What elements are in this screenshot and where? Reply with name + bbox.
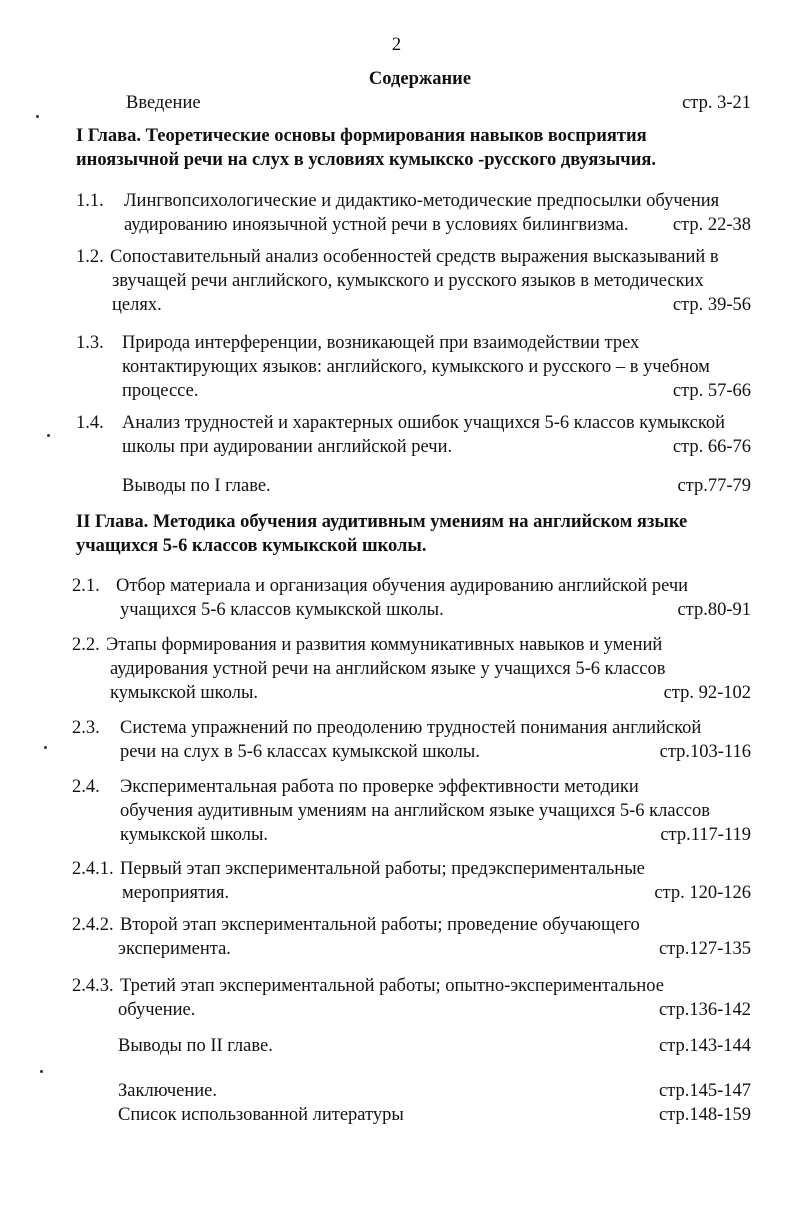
toc-num-1-2: 1.2. (76, 247, 104, 267)
toc-text: аудирования устной речи на английском языке у учащихся 5-6 классов (110, 659, 666, 679)
toc-pages: стр.127-135 (658, 939, 751, 959)
chapter1-conclusions-label: Выводы по I главе. (122, 476, 271, 496)
toc-text: целях. (112, 295, 162, 315)
toc-num-2-4-1: 2.4.1. (72, 859, 114, 879)
toc-text: Третий этап экспериментальной работы; опытно-экспериментальное (120, 976, 664, 996)
toc-text: процессе. (122, 381, 199, 401)
toc-text: мероприятия. (122, 883, 230, 903)
toc-text: учащихся 5-6 классов кумыкской школы. (120, 600, 444, 620)
chapter2-conclusions-label: Выводы по II главе. (118, 1036, 273, 1056)
chapter1-conclusions-pages: стр.77-79 (677, 476, 751, 496)
toc-text: Лингвопсихологические и дидактико-методические предпосылки обучения (124, 191, 720, 211)
scan-speck (36, 115, 39, 118)
toc-pages: стр.136-142 (658, 1000, 751, 1020)
toc-num-2-4: 2.4. (72, 777, 100, 797)
references-pages: стр.148-159 (658, 1105, 751, 1125)
toc-num-1-4: 1.4. (76, 413, 104, 433)
toc-text: обучения аудитивным умениям на английском языке учащихся 5-6 классов (120, 801, 711, 821)
toc-pages: стр. 92-102 (663, 683, 751, 703)
toc-text: обучение. (118, 1000, 196, 1020)
toc-num-1-1: 1.1. (76, 191, 104, 211)
chapter1-heading-line1: I Глава. Теоретические основы формирования навыков восприятия (76, 126, 647, 146)
toc-num-2-1: 2.1. (72, 576, 100, 596)
toc-text: контактирующих языков: английского, кумыкского и русского – в учебном (122, 357, 710, 377)
toc-text: Отбор материала и организация обучения аудированию английской речи (116, 576, 689, 596)
toc-text: речи на слух в 5-6 классах кумыкской школы. (120, 742, 480, 762)
toc-pages: стр.117-119 (660, 825, 751, 845)
toc-text: Этапы формирования и развития коммуникативных навыков и умений (106, 635, 663, 655)
scan-speck (44, 746, 47, 749)
intro-pages: стр. 3-21 (682, 93, 751, 113)
toc-text: школы при аудировании английской речи. (122, 437, 453, 457)
chapter1-heading-line2: иноязычной речи на слух в условиях кумыкско -русского двуязычия. (76, 150, 657, 170)
chapter2-heading-line1: II Глава. Методика обучения аудитивным умениям на английском языке (76, 512, 688, 532)
toc-text: Анализ трудностей и характерных ошибок учащихся 5-6 классов кумыкской (122, 413, 726, 433)
toc-pages: стр. 22-38 (672, 215, 751, 235)
chapter2-heading-line2: учащихся 5-6 классов кумыкской школы. (76, 536, 427, 556)
toc-pages: стр. 120-126 (654, 883, 751, 903)
scan-speck (47, 434, 50, 437)
toc-num-2-2: 2.2. (72, 635, 100, 655)
chapter2-conclusions-pages: стр.143-144 (658, 1036, 751, 1056)
toc-pages: стр. 66-76 (672, 437, 751, 457)
intro-label: Введение (126, 93, 201, 113)
conclusion-pages: стр.145-147 (658, 1081, 751, 1101)
toc-pages: стр. 57-66 (672, 381, 751, 401)
toc-num-2-4-2: 2.4.2. (72, 915, 114, 935)
toc-text: звучащей речи английского, кумыкского и русского языков в методических (112, 271, 704, 291)
toc-text: Сопоставительный анализ особенностей средств выражения высказываний в (110, 247, 719, 267)
toc-text: Система упражнений по преодолению трудностей понимания английской (120, 718, 702, 738)
toc-text: Экспериментальная работа по проверке эффективности методики (120, 777, 639, 797)
page-number: 2 (391, 35, 402, 55)
toc-text: Второй этап экспериментальной работы; проведение обучающего (120, 915, 640, 935)
references-label: Список использованной литературы (118, 1105, 404, 1125)
toc-text: аудированию иноязычной устной речи в условиях билингвизма. (124, 215, 629, 235)
toc-num-2-4-3: 2.4.3. (72, 976, 114, 996)
toc-pages: стр.103-116 (659, 742, 751, 762)
toc-text: эксперимента. (118, 939, 231, 959)
toc-pages: стр.80-91 (677, 600, 751, 620)
toc-pages: стр. 39-56 (672, 295, 751, 315)
scan-speck (40, 1070, 43, 1073)
toc-text: Природа интерференции, возникающей при взаимодействии трех (122, 333, 640, 353)
page-title: Содержание (368, 69, 472, 89)
conclusion-label: Заключение. (118, 1081, 217, 1101)
toc-text: кумыкской школы. (120, 825, 269, 845)
toc-text: кумыкской школы. (110, 683, 259, 703)
toc-text: Первый этап экспериментальной работы; предэкспериментальные (120, 859, 645, 879)
toc-num-2-3: 2.3. (72, 718, 100, 738)
toc-num-1-3: 1.3. (76, 333, 104, 353)
